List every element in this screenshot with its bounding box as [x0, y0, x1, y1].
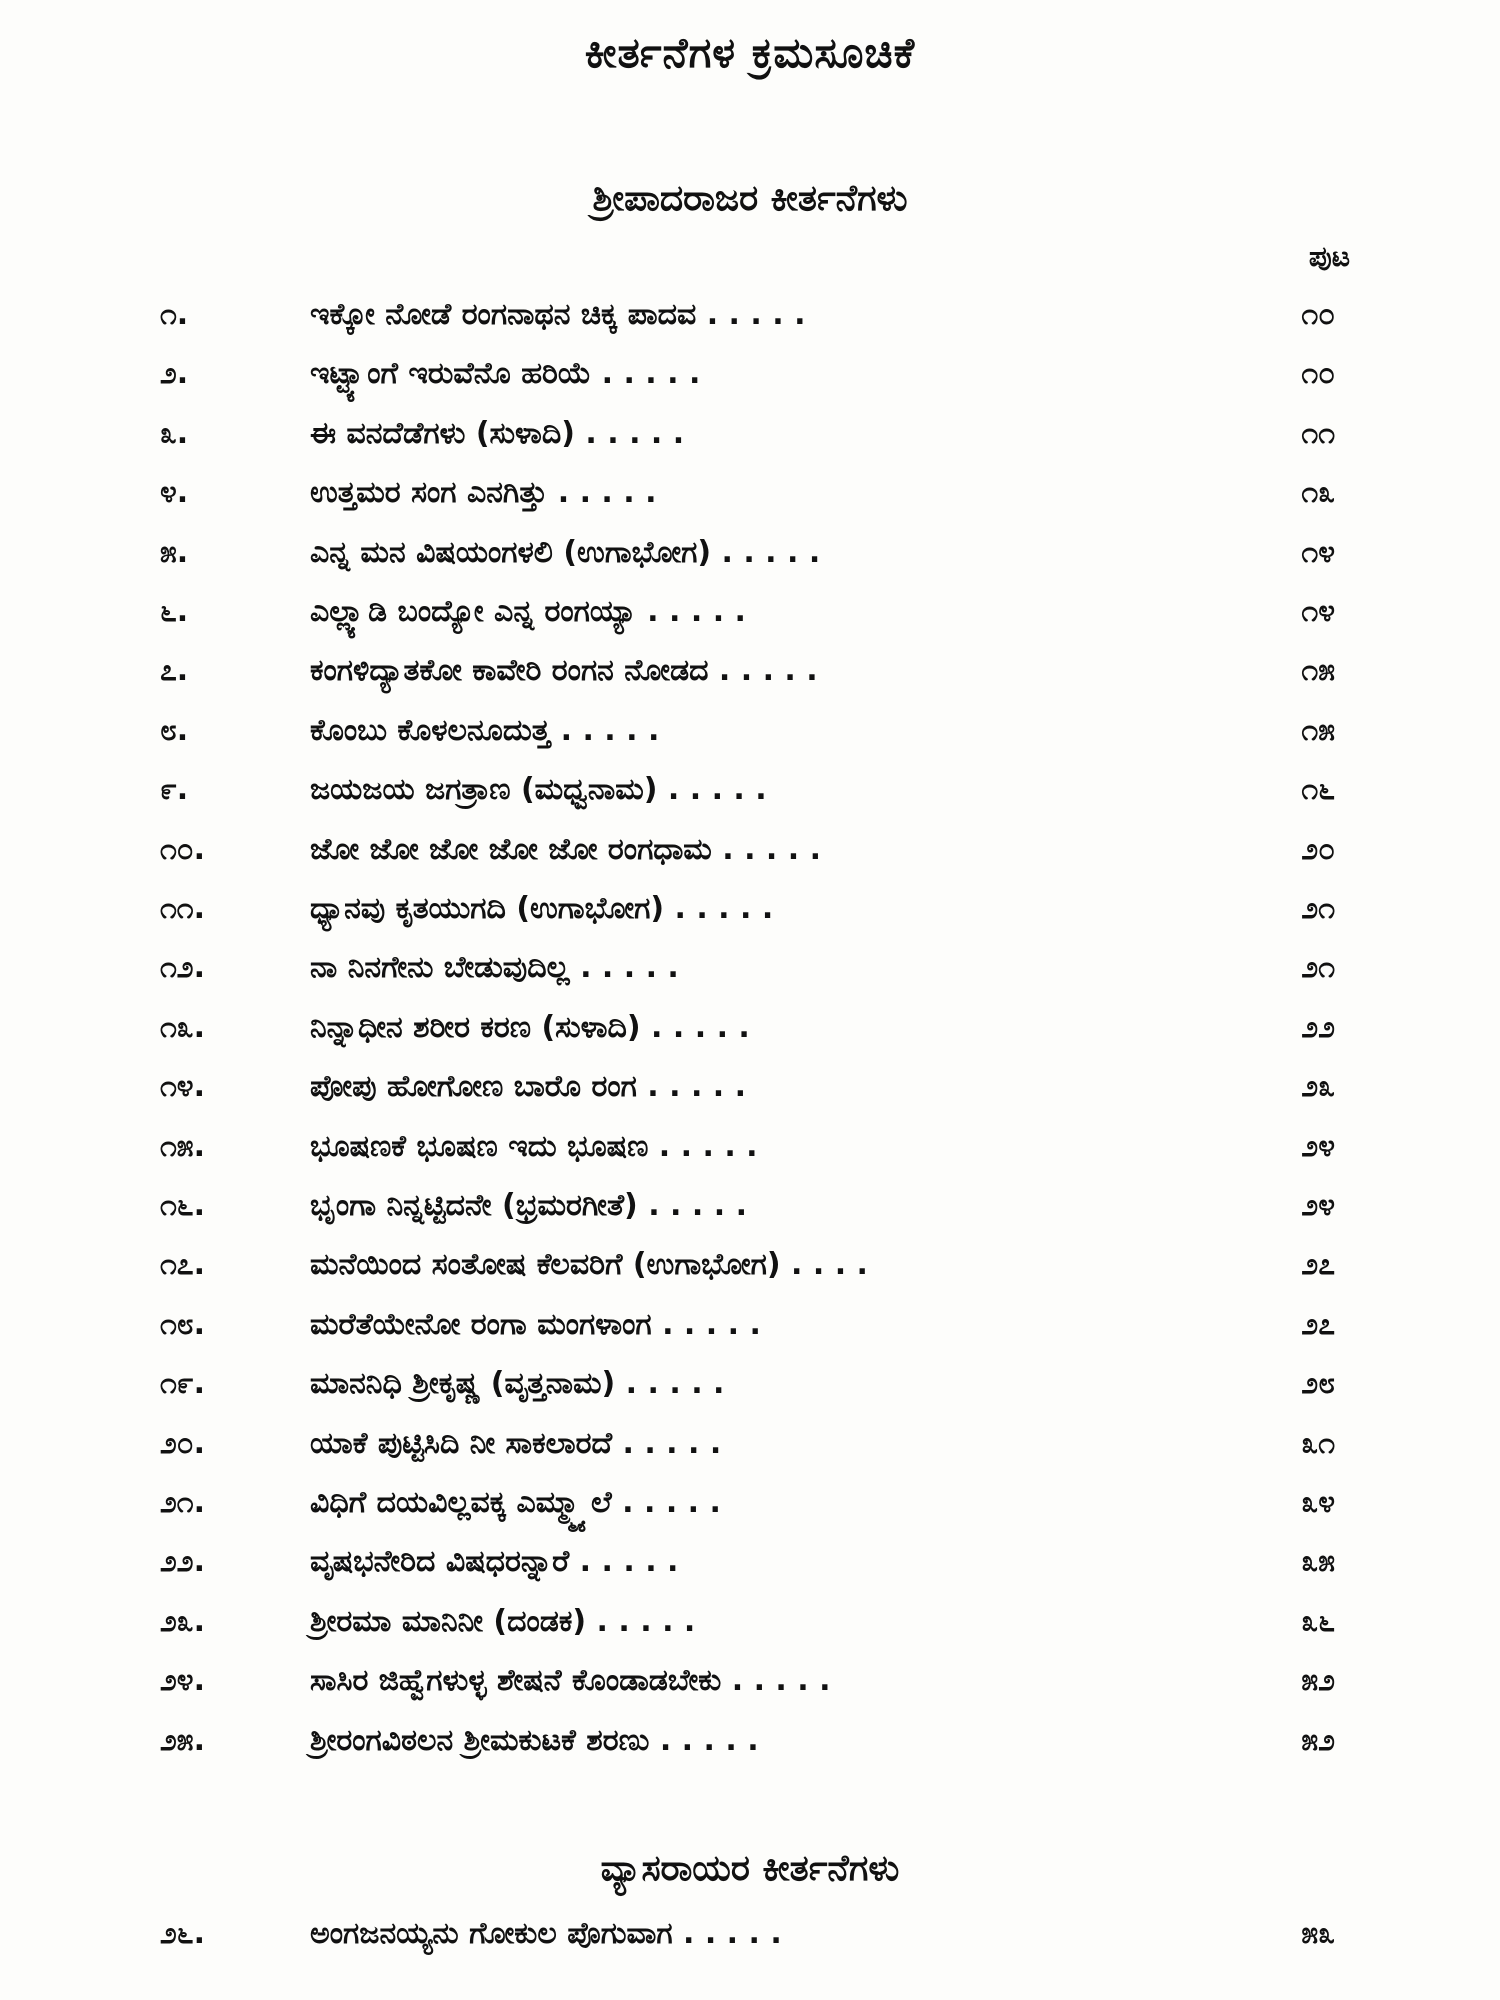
section-title-sripadaraja: ಶ್ರೀಪಾದರಾಜರ ಕೀರ್ತನೆಗಳು — [592, 178, 908, 219]
list-item — [0, 583, 1500, 641]
entry-number: ೧೬. — [160, 1188, 205, 1223]
list-item — [0, 642, 1500, 700]
list-item — [0, 1355, 1500, 1413]
list-item — [0, 999, 1500, 1057]
page-title: ಕೀರ್ತನೆಗಳ ಕ್ರಮಸೂಚಿಕೆ — [584, 28, 916, 77]
entry-page: ೧೪ — [1301, 594, 1335, 629]
entry-page: ೫೨ — [1301, 1663, 1335, 1699]
entry-title: ನಿನ್ನಾಧೀನ ಶರೀರ ಕರಣ (ಸುಳಾದಿ) . . . . . — [310, 1009, 750, 1045]
entry-page: ೨೦ — [1301, 831, 1335, 867]
entry-number: ೧೪. — [160, 1069, 205, 1105]
entry-number: ೨೫. — [160, 1722, 205, 1758]
entry-number: ೨೦. — [160, 1425, 205, 1461]
list-item — [0, 880, 1500, 938]
entry-number: ೪. — [160, 475, 189, 511]
list-item — [0, 405, 1500, 463]
list-item — [0, 464, 1500, 522]
entry-number: ೨೩. — [160, 1603, 205, 1639]
list-item — [0, 1652, 1500, 1710]
entry-title: ಜೋ ಜೋ ಜೋ ಜೋ ಜೋ ರಂಗಧಾಮ . . . . . — [310, 831, 822, 867]
entry-page: ೧೫ — [1301, 712, 1335, 748]
entry-number: ೧೩. — [160, 1009, 205, 1045]
entry-page: ೧೪ — [1301, 534, 1335, 570]
list-item — [0, 1593, 1500, 1651]
list-item — [0, 821, 1500, 879]
list-item — [0, 702, 1500, 760]
entry-title: ಉತ್ತಮರ ಸಂಗ ಎನಗಿತ್ತು . . . . . — [310, 475, 657, 511]
entry-title: ನಾ ನಿನಗೇನು ಬೇಡುವುದಿಲ್ಲ . . . . . — [310, 950, 679, 986]
entry-number: ೨೨. — [160, 1544, 205, 1580]
list-item — [0, 1712, 1500, 1770]
entry-title: ಪೋಪು ಹೋಗೋಣ ಬಾರೊ ರಂಗ . . . . . — [310, 1069, 747, 1105]
entry-number: ೧೯. — [160, 1366, 205, 1402]
entry-title: ವೃಷಭನೇರಿದ ವಿಷಧರನ್ನಾರೆ . . . . . — [310, 1544, 679, 1580]
entry-number: ೭. — [160, 653, 189, 689]
entry-page: ೨೪ — [1301, 1188, 1335, 1223]
entry-number: ೬. — [160, 594, 189, 629]
entry-number: ೨. — [160, 356, 189, 392]
list-item — [0, 345, 1500, 403]
entry-title: ಧ್ಯಾನವು ಕೃತಯುಗದಿ (ಉಗಾಭೋಗ) . . . . . — [310, 891, 774, 926]
entry-page: ೨೨ — [1301, 1009, 1335, 1045]
entry-page: ೨೧ — [1301, 891, 1335, 926]
entry-title: ಈ ವನದೆಡೆಗಳು (ಸುಳಾದಿ) . . . . . — [310, 415, 685, 451]
list-item — [0, 524, 1500, 582]
entry-title: ಶ್ರೀರಮಾ ಮಾನಿನೀ (ದಂಡಕ) . . . . . — [310, 1603, 696, 1639]
page-column-label: ಪುಟ — [1308, 240, 1350, 273]
entry-page: ೩೫ — [1301, 1544, 1335, 1580]
list-item — [0, 1474, 1500, 1532]
list-item — [0, 1058, 1500, 1116]
entry-number: ೩. — [160, 415, 189, 451]
list-item — [0, 761, 1500, 819]
entry-title: ಕಂಗಳಿದ್ಯಾತಕೋ ಕಾವೇರಿ ರಂಗನ ನೋಡದ . . . . . — [310, 653, 818, 689]
entry-number: ೨೧. — [160, 1485, 205, 1520]
entry-page: ೩೧ — [1301, 1425, 1335, 1461]
entry-number: ೫. — [160, 534, 189, 570]
entry-page: ೨೭ — [1301, 1306, 1335, 1342]
entry-title: ಇಟ್ಟ್ಯಾಂಗೆ ಇರುವೆನೊ ಹರಿಯೆ . . . . . — [310, 356, 701, 392]
entry-page: ೧೦ — [1301, 356, 1335, 392]
list-item — [0, 1415, 1500, 1473]
entry-title: ಸಾಸಿರ ಜಿಹ್ವೆಗಳುಳ್ಳ ಶೇಷನೆ ಕೊಂಡಾಡಬೇಕು . . . . . — [310, 1663, 831, 1699]
entry-title: ಎಲ್ಲ್ಯಾಡಿ ಬಂದ್ಯೋ ಎನ್ನ ರಂಗಯ್ಯಾ . . . . . — [310, 594, 746, 629]
entry-number: ೯. — [160, 772, 189, 808]
list-item — [0, 1533, 1500, 1591]
entry-title: ಎನ್ನ ಮನ ವಿಷಯಂಗಳಲಿ (ಉಗಾಭೋಗ) . . . . . — [310, 534, 821, 570]
section-title-vyasaraya: ವ್ಯಾಸರಾಯರ ಕೀರ್ತನೆಗಳು — [600, 1848, 900, 1889]
entry-page: ೩೪ — [1301, 1485, 1335, 1520]
entry-page: ೫೩ — [1301, 1916, 1335, 1951]
entry-page: ೨೩ — [1301, 1069, 1335, 1105]
entry-title: ಇಕ್ಕೋ ನೋಡೆ ರಂಗನಾಥನ ಚಿಕ್ಕ ಪಾದವ . . . . . — [310, 297, 806, 332]
entry-title: ಶ್ರೀರಂಗವಿಠಲನ ಶ್ರೀಮಕುಟಕೆ ಶರಣು . . . . . — [310, 1722, 759, 1758]
entry-number: ೧೫. — [160, 1128, 205, 1164]
list-item — [0, 1118, 1500, 1176]
entry-page: ೨೭ — [1301, 1247, 1335, 1283]
entry-page: ೧೩ — [1301, 475, 1335, 511]
list-item — [0, 1905, 1500, 1963]
entry-number: ೧. — [160, 297, 189, 332]
list-item — [0, 1177, 1500, 1235]
entry-title: ಭೃಂಗಾ ನಿನ್ನಟ್ಟಿದನೇ (ಭ್ರಮರಗೀತೆ) . . . . . — [310, 1188, 747, 1223]
entry-number: ೨೬. — [160, 1916, 205, 1951]
entry-page: ೩೬ — [1301, 1603, 1335, 1639]
entry-page: ೫೨ — [1301, 1722, 1335, 1758]
entry-title: ಜಯಜಯ ಜಗತ್ರಾಣ (ಮಧ್ವನಾಮ) . . . . . — [310, 772, 767, 808]
list-item — [0, 286, 1500, 344]
entry-title: ಮನೆಯಿಂದ ಸಂತೋಷ ಕೆಲವರಿಗೆ (ಉಗಾಭೋಗ) . . . . — [310, 1247, 868, 1283]
entry-number: ೨೪. — [160, 1663, 205, 1699]
entry-page: ೧೧ — [1301, 415, 1335, 451]
entry-title: ಮರೆತೆಯೇನೋ ರಂಗಾ ಮಂಗಳಾಂಗ . . . . . — [310, 1306, 761, 1342]
list-item — [0, 939, 1500, 997]
entry-number: ೮. — [160, 712, 189, 748]
entry-page: ೨೧ — [1301, 950, 1335, 986]
entry-title: ಭೂಷಣಕೆ ಭೂಷಣ ಇದು ಭೂಷಣ . . . . . — [310, 1128, 758, 1164]
entry-page: ೨೮ — [1301, 1366, 1335, 1402]
entry-page: ೨೪ — [1301, 1128, 1335, 1164]
entry-page: ೧೫ — [1301, 653, 1335, 689]
entry-number: ೧೮. — [160, 1306, 205, 1342]
entry-number: ೧೭. — [160, 1247, 205, 1283]
entry-title: ವಿಧಿಗೆ ದಯವಿಲ್ಲವಕ್ಕ ಎಮ್ಮ್ಮ್ಯಾಲೆ . . . . . — [310, 1485, 721, 1520]
entry-number: ೧೦. — [160, 831, 205, 867]
entry-title: ಯಾಕೆ ಪುಟ್ಟಿಸಿದಿ ನೀ ಸಾಕಲಾರದೆ . . . . . — [310, 1425, 722, 1461]
entry-title: ಅಂಗಜನಯ್ಯನು ಗೋಕುಲ ಪೊಗುವಾಗ . . . . . — [310, 1916, 782, 1951]
entry-page: ೧೬ — [1301, 772, 1335, 808]
entry-title: ಮಾನನಿಧಿ ಶ್ರೀಕೃಷ್ಣ (ವೃತ್ತನಾಮ) . . . . . — [310, 1366, 725, 1402]
list-item — [0, 1236, 1500, 1294]
list-item — [0, 1296, 1500, 1354]
entry-page: ೧೦ — [1301, 297, 1335, 332]
entry-title: ಕೊಂಬು ಕೊಳಲನೂದುತ್ತ . . . . . — [310, 712, 660, 748]
entry-number: ೧೧. — [160, 891, 205, 926]
entry-number: ೧೨. — [160, 950, 205, 986]
